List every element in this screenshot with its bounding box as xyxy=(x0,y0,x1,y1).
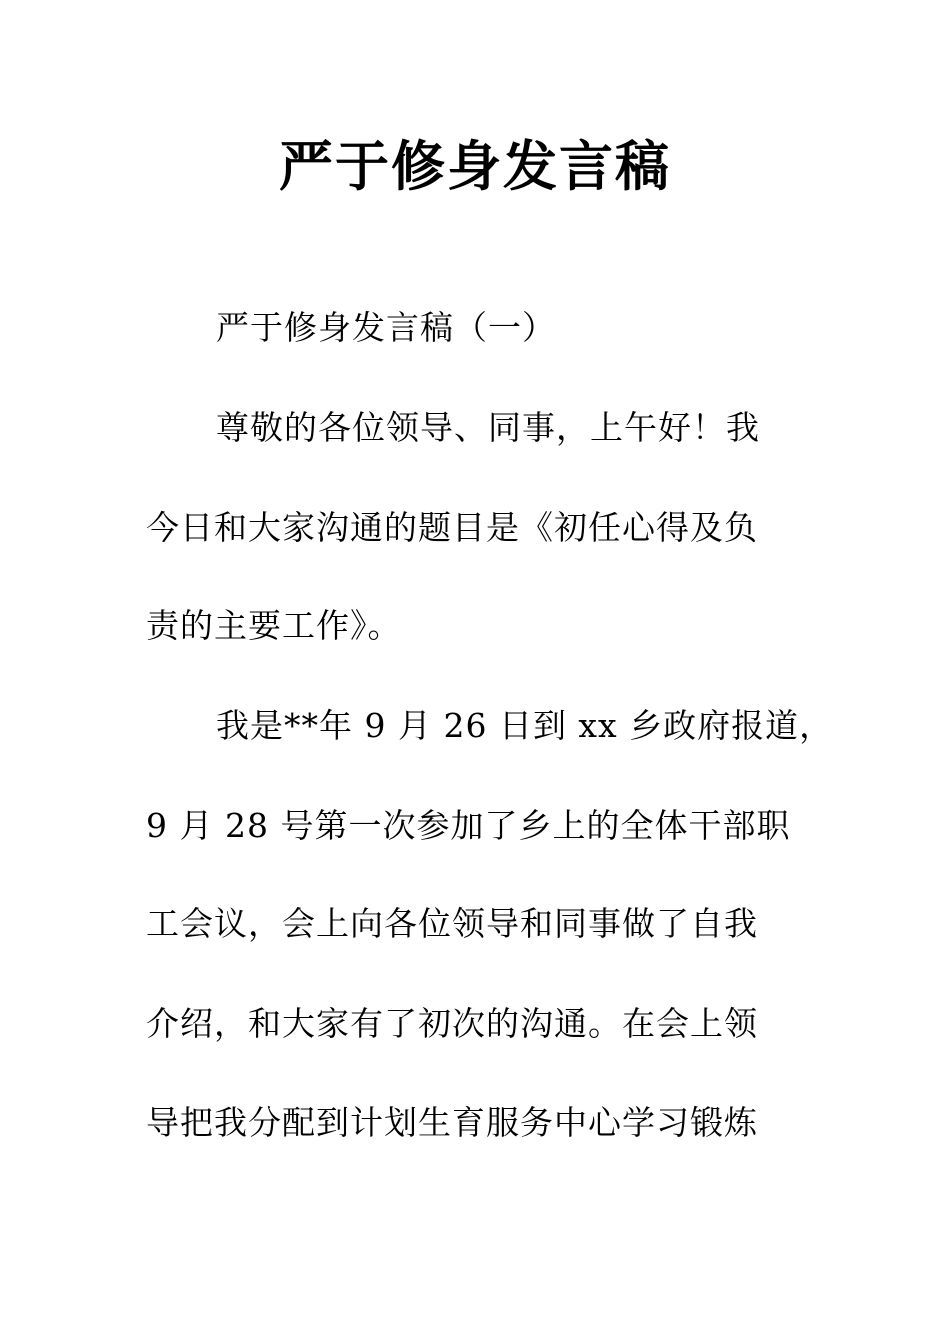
paragraph-line: 导把我分配到计划生育服务中心学习锻炼 xyxy=(146,1103,758,1142)
paragraph-line: 我是**年 9 月 26 日到 xx 乡政府报道， xyxy=(216,706,834,745)
paragraph-line: 责的主要工作》。 xyxy=(146,606,402,645)
page-title: 严于修身发言稿 xyxy=(279,134,671,198)
paragraph-line: 今日和大家沟通的题目是《初任心得及负 xyxy=(146,508,758,547)
paragraph-line: 介绍，和大家有了初次的沟通。在会上领 xyxy=(146,1004,758,1043)
section-heading: 严于修身发言稿（一） xyxy=(216,308,556,347)
paragraph-line: 尊敬的各位领导、同事，上午好！我 xyxy=(216,408,760,447)
paragraph-line: 工会议，会上向各位领导和同事做了自我 xyxy=(146,904,758,943)
paragraph-line: 9 月 28 号第一次参加了乡上的全体干部职 xyxy=(146,806,791,845)
